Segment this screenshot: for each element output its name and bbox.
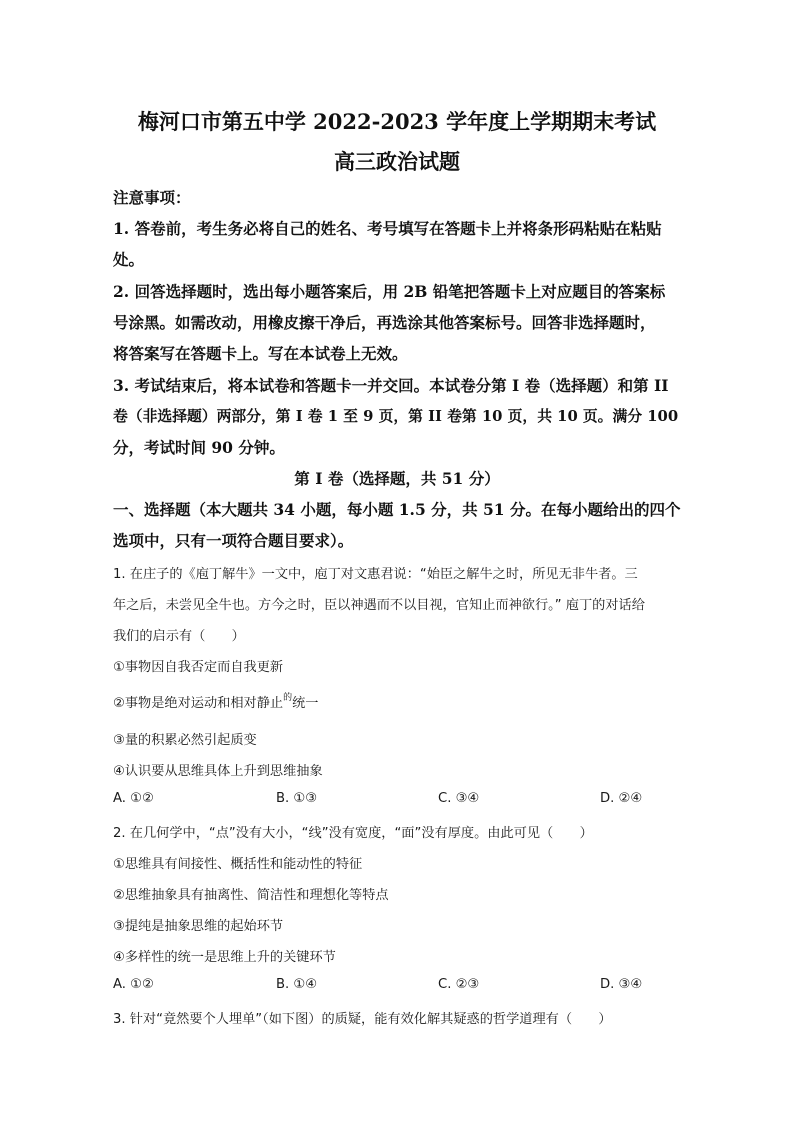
- q1-statement-2-end: 统一: [292, 696, 319, 711]
- section-title: 第 I 卷（选择题，共 51 分）: [294, 469, 500, 488]
- notes-line: 3. 考试结束后，将本试卷和答题卡一并交回。本试卷分第 I 卷（选择题）和第 II: [113, 376, 669, 395]
- q1-statement-3: ③量的积累必然引起质变: [113, 733, 257, 748]
- notes-line: 将答案写在答题卡上。写在本试卷上无效。: [113, 344, 408, 363]
- q2-statement-2: ②思维抽象具有抽离性、简洁性和理想化等特点: [113, 888, 389, 903]
- q2-statement-4: ④多样性的统一是思维上升的关键环节: [113, 950, 336, 965]
- notes-line: 2. 回答选择题时，选出每小题答案后，用 2B 铅笔把答题卡上对应题目的答案标: [113, 282, 666, 301]
- q2-statement-1: ①思维具有间接性、概括性和能动性的特征: [113, 857, 363, 872]
- q1-statement-2-text: ②事物是绝对运动和相对静止: [113, 696, 284, 711]
- q1-statement-1: ①事物因自我否定而自我更新: [113, 660, 284, 675]
- q2-option-c[interactable]: C. ②③: [438, 977, 480, 992]
- notes-line: 分，考试时间 90 分钟。: [113, 438, 285, 457]
- q1-option-d[interactable]: D. ②④: [600, 791, 643, 806]
- q1-stem-line: 我们的启示有（ ）: [113, 629, 245, 644]
- q1-statement-4: ④认识要从思维具体上升到思维抽象: [113, 764, 323, 779]
- notes-line: 处。: [113, 250, 145, 269]
- q2-statement-3: ③提纯是抽象思维的起始环节: [113, 919, 284, 934]
- q1-stem-line: 年之后，未尝见全牛也。方今之时，臣以神遇而不以目视，官知止而神欲行。” 庖丁的对话给: [113, 598, 645, 613]
- q1-option-b[interactable]: B. ①③: [276, 791, 318, 806]
- section-instruction: 一、选择题（本大题共 34 小题，每小题 1.5 分，共 51 分。在每小题给出的四个: [113, 500, 681, 519]
- q1-stem-line: 1. 在庄子的《庖丁解牛》一文中，庖丁对文惠君说：“始臣之解牛之时，所见无非牛者。三: [113, 567, 638, 582]
- q1-statement-2-superscript: 的: [283, 693, 293, 703]
- q2-option-b[interactable]: B. ①④: [276, 977, 318, 992]
- notes-heading: 注意事项：: [113, 188, 191, 207]
- q2-option-d[interactable]: D. ③④: [600, 977, 643, 992]
- notes-line: 号涂黑。如需改动，用橡皮擦干净后，再选涂其他答案标号。回答非选择题时，: [113, 313, 656, 332]
- q2-option-a[interactable]: A. ①②: [113, 977, 154, 992]
- q1-option-a[interactable]: A. ①②: [113, 791, 154, 806]
- notes-line: 1. 答卷前，考生务必将自己的姓名、考号填写在答题卡上并将条形码粘贴在粘贴: [113, 219, 662, 238]
- q1-statement-2: [113, 692, 318, 711]
- exam-title: 梅河口市第五中学 2022-2023 学年度上学期期末考试: [137, 109, 657, 134]
- section-instruction: 选项中，只有一项符合题目要求）。: [113, 531, 354, 550]
- q2-stem: 2. 在几何学中，“点”没有大小，“线”没有宽度，“面”没有厚度。由此可见（ ）: [113, 826, 593, 841]
- notes-line: 卷（非选择题）两部分，第 I 卷 1 至 9 页，第 II 卷第 10 页，共 10 页。满分 100: [113, 408, 679, 425]
- q3-stem: 3. 针对“竟然要个人埋单”（如下图）的质疑，能有效化解其疑惑的哲学道理有（ ）: [113, 1012, 612, 1027]
- q1-option-c[interactable]: C. ③④: [438, 791, 480, 806]
- exam-subtitle: 高三政治试题: [334, 149, 460, 174]
